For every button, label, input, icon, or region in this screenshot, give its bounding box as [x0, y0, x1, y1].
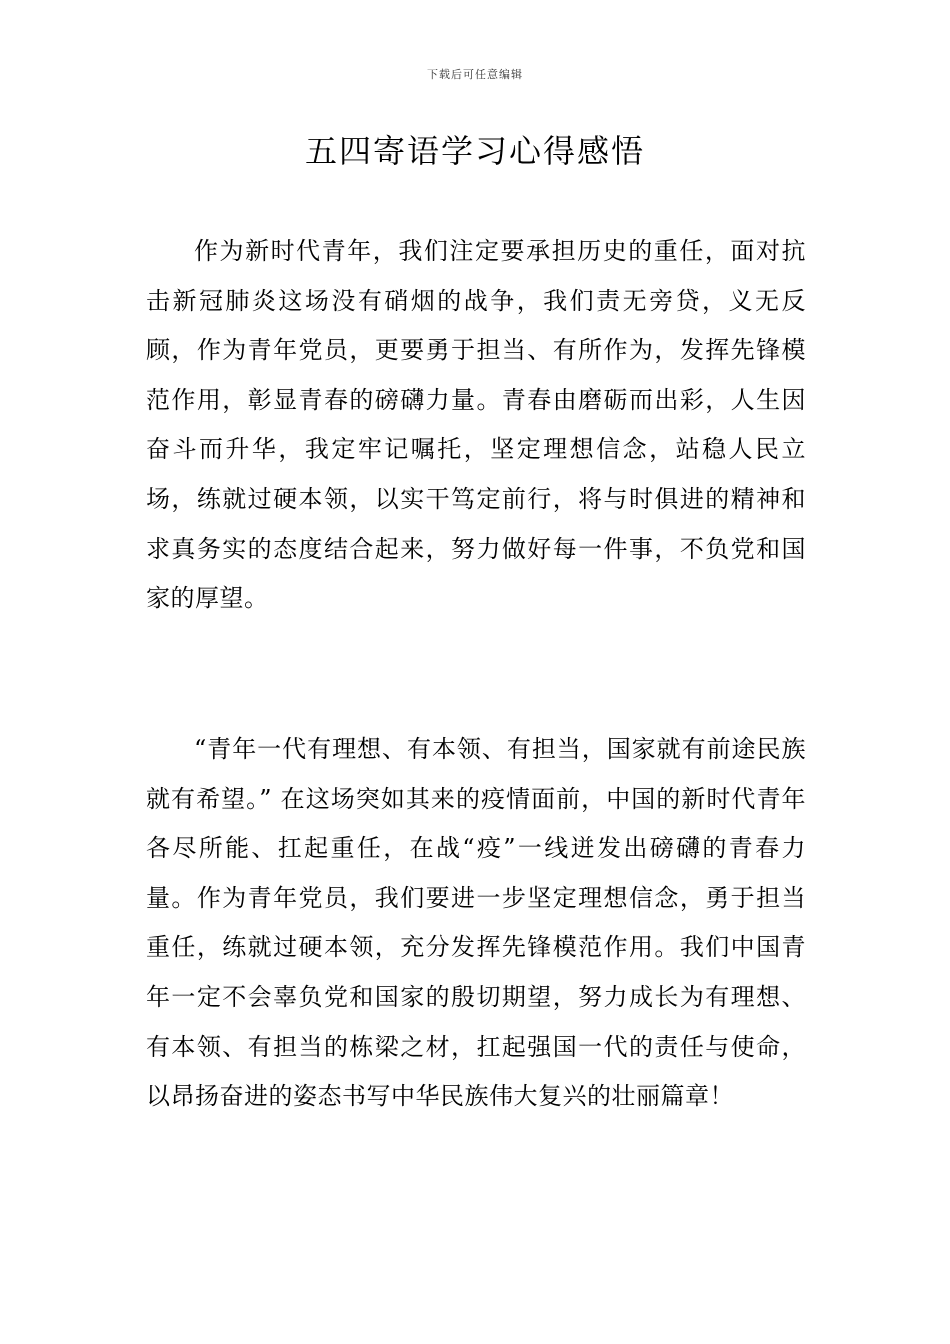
document-title: 五四寄语学习心得感悟 — [304, 132, 645, 170]
paragraph-1: 作为新时代青年，我们注定要承担历史的重任，面对抗击新冠肺炎这场没有硝烟的战争，我们责无旁贷，义无反顾，作为青年党员，更要勇于担当、有所作为，发挥先锋模范作用，彰显青春的磅礴力量。青春由磨砺而出彩，人生因奋斗而升华，我定牢记嘱托，坚定理想信念，站稳人民立场，练就过硬本领，以实干笃定前行，将与时俱进的精神和求真务实的态度结合起来，努力做好每一件事，不负党和国家的厚望。 — [146, 237, 806, 613]
header-note: 下载后可任意编辑 — [427, 68, 523, 81]
paragraph-2: “青年一代有理想、有本领、有担当，国家就有前途民族就有希望。” 在这场突如其来的疫情面前，中国的新时代青年各尽所能、扛起重任，在战“疫”一线迸发出磅礴的青春力量。作为青年党员，我们要进一步坚定理想信念，勇于担当重任，练就过硬本领，充分发挥先锋模范作用。我们中国青年一定不会辜负党和国家的殷切期望，努力成长为有理想、有本领、有担当的栋梁之材，扛起强国一代的责任与使命，以昂扬奋进的姿态书写中华民族伟大复兴的壮丽篇章！ — [146, 735, 806, 1111]
